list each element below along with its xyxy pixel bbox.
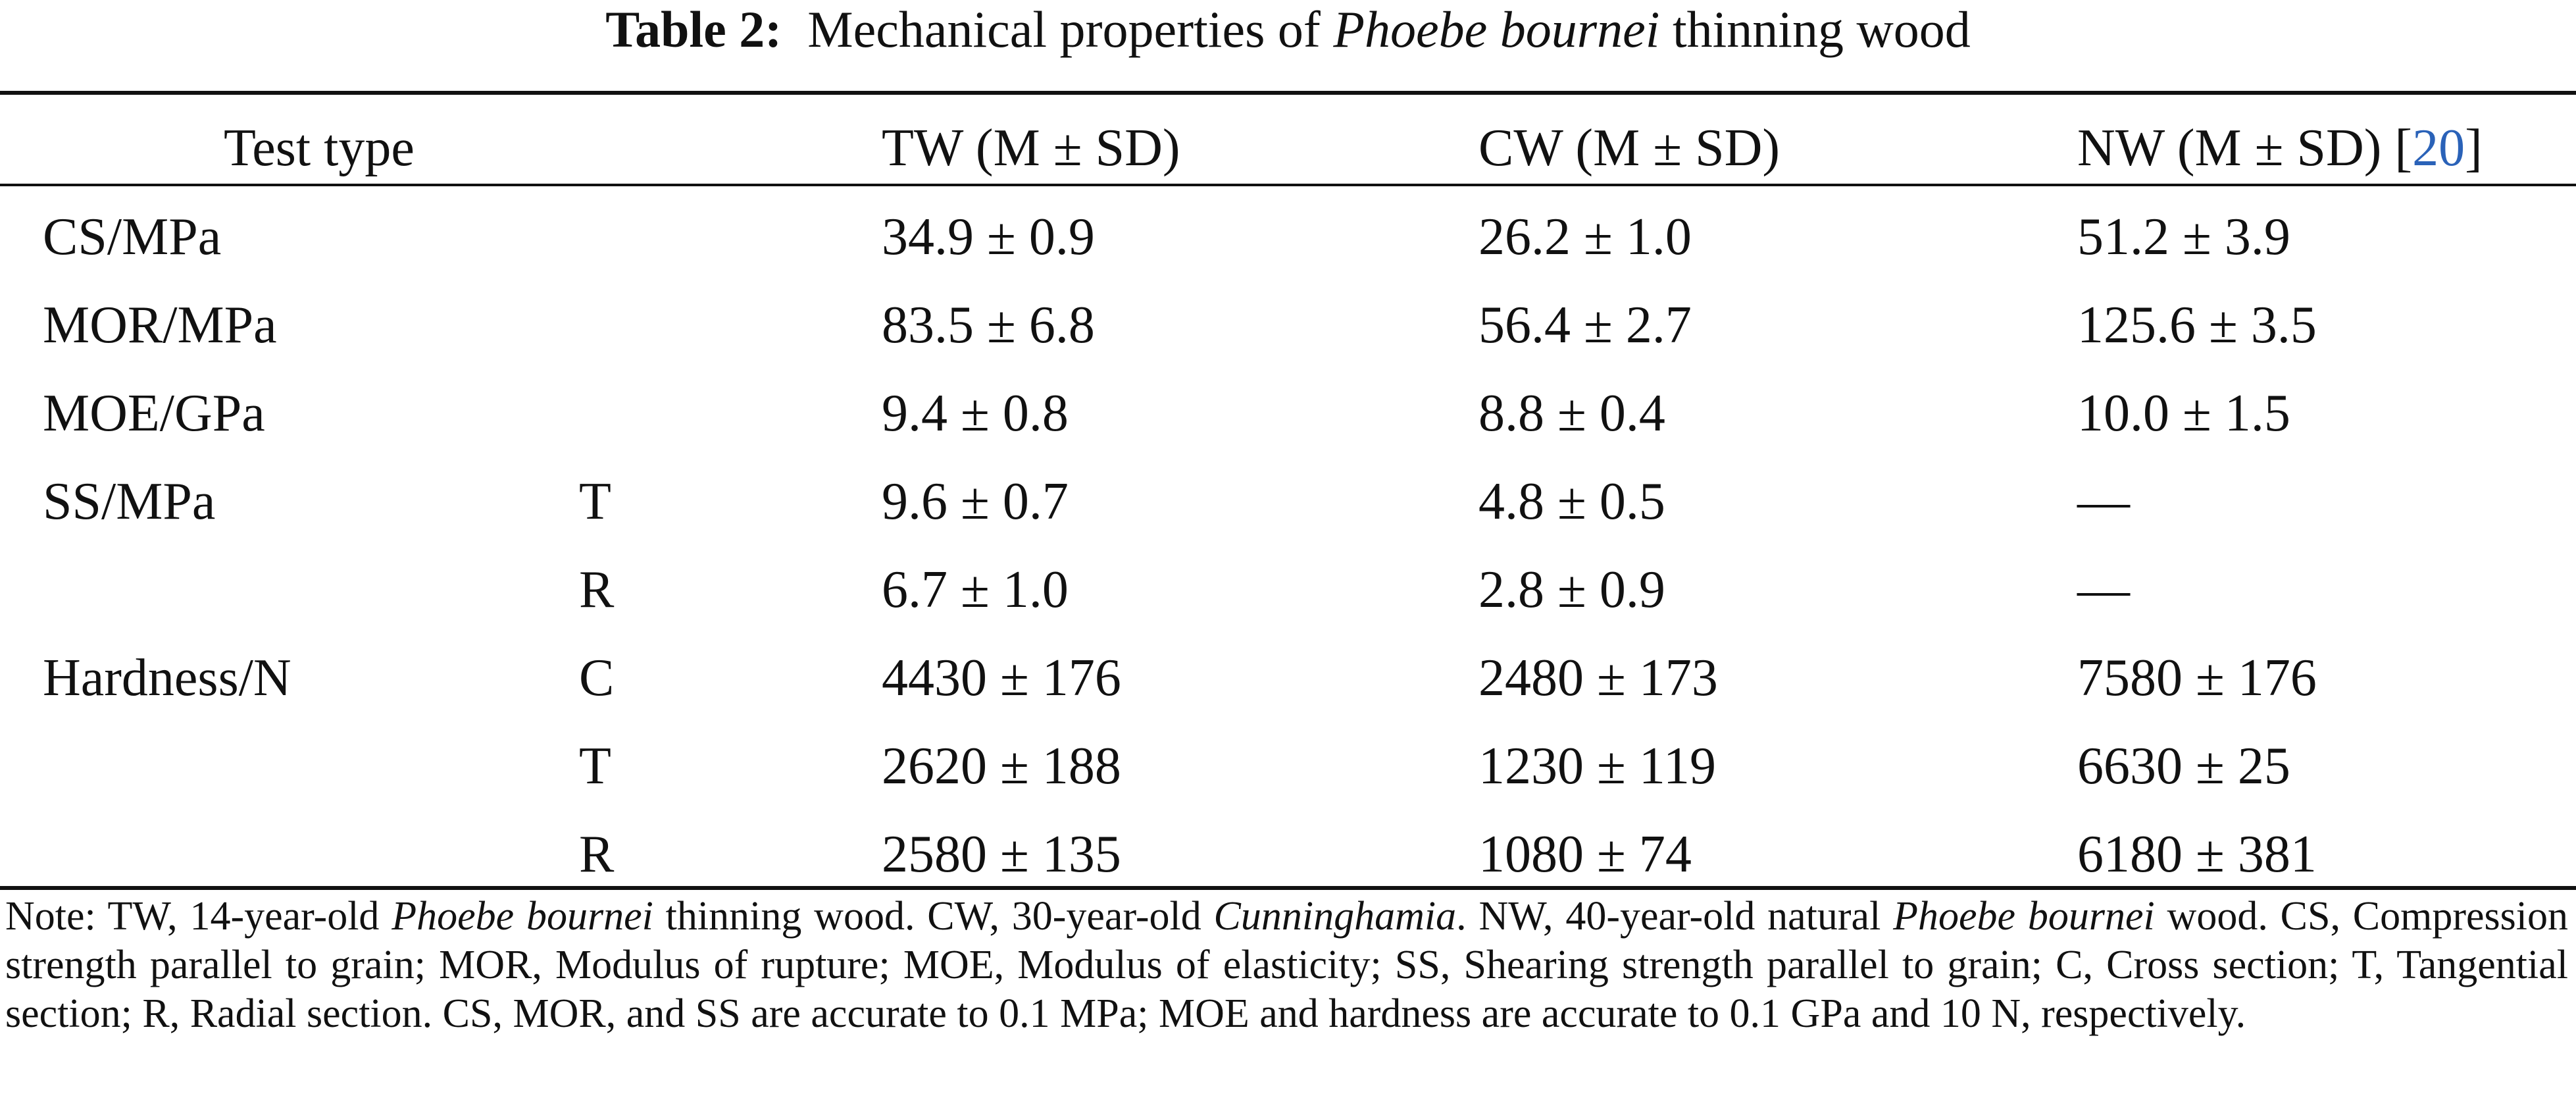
header-cw: CW (M ± SD): [1478, 119, 1780, 177]
note-text: . NW, 40-year-old natural: [1456, 894, 1894, 939]
row-section: C: [579, 649, 615, 707]
table-caption: [0, 0, 2576, 72]
header-nw: [2077, 115, 2483, 181]
row-section: T: [579, 473, 611, 531]
table-header-rule: [0, 184, 2576, 186]
header-tw: TW (M ± SD): [882, 119, 1180, 177]
note-text: Note: TW, 14-year-old: [5, 894, 392, 939]
row-section: R: [579, 825, 615, 883]
header-test-type: Test type: [224, 119, 415, 177]
row-cw-value: 26.2 ± 1.0: [1478, 208, 1692, 266]
row-cw-value: 1230 ± 119: [1478, 737, 1716, 795]
row-section: T: [579, 737, 611, 795]
note-species: Phoebe bournei: [1893, 894, 2155, 939]
note-species: Phoebe bournei: [391, 894, 653, 939]
note-text: wood. CS, Compression strength parallel to grain; MOR, Modulus of rupture; MOE, Modulus of elasticity; SS, Shearing strength parallel to grain; C, Cross section; T, Tangential section; R, Radial section. CS, MOR, and SS are accurate to 0.1 MPa; MOE and hardness are accurate to 0.1 GPa and 10 N, respectively.: [5, 894, 2569, 1036]
header-nw-close: ]: [2465, 119, 2483, 177]
row-nw-value: 10.0 ± 1.5: [2077, 384, 2290, 442]
caption-text-after: thinning wood: [1672, 1, 1971, 58]
row-nw-value: 51.2 ± 3.9: [2077, 208, 2290, 266]
row-cw-value: 4.8 ± 0.5: [1478, 473, 1665, 531]
row-nw-value: —: [2077, 473, 2130, 531]
table-note: [5, 892, 2568, 1038]
caption-label: Table 2:: [605, 1, 782, 58]
row-nw-value: —: [2077, 561, 2130, 619]
row-property: MOE/GPa: [43, 384, 265, 442]
row-property: CS/MPa: [43, 208, 222, 266]
row-cw-value: 8.8 ± 0.4: [1478, 384, 1665, 442]
header-nw-text: NW (M ± SD) [: [2077, 119, 2413, 177]
row-tw-value: 2620 ± 188: [882, 737, 1121, 795]
note-genus: Cunninghamia: [1213, 894, 1457, 939]
row-nw-value: 6180 ± 381: [2077, 825, 2317, 883]
row-tw-value: 6.7 ± 1.0: [882, 561, 1069, 619]
row-cw-value: 2480 ± 173: [1478, 649, 1718, 707]
row-tw-value: 34.9 ± 0.9: [882, 208, 1095, 266]
row-cw-value: 1080 ± 74: [1478, 825, 1692, 883]
row-cw-value: 2.8 ± 0.9: [1478, 561, 1665, 619]
caption-text-before: Mechanical properties of: [807, 1, 1321, 58]
row-property: Hardness/N: [43, 649, 291, 707]
row-tw-value: 2580 ± 135: [882, 825, 1121, 883]
table-top-rule: [0, 91, 2576, 95]
caption-species: Phoebe bournei: [1333, 1, 1660, 58]
row-tw-value: 9.6 ± 0.7: [882, 473, 1069, 531]
table-bottom-rule: [0, 886, 2576, 890]
row-tw-value: 9.4 ± 0.8: [882, 384, 1069, 442]
row-nw-value: 7580 ± 176: [2077, 649, 2317, 707]
header-nw-ref-link[interactable]: 20: [2412, 119, 2465, 177]
row-property: SS/MPa: [43, 473, 216, 531]
row-nw-value: 6630 ± 25: [2077, 737, 2290, 795]
row-nw-value: 125.6 ± 3.5: [2077, 296, 2317, 354]
row-tw-value: 4430 ± 176: [882, 649, 1121, 707]
note-text: thinning wood. CW, 30-year-old: [653, 894, 1214, 939]
row-property: MOR/MPa: [43, 296, 277, 354]
row-section: R: [579, 561, 615, 619]
row-cw-value: 56.4 ± 2.7: [1478, 296, 1692, 354]
row-tw-value: 83.5 ± 6.8: [882, 296, 1095, 354]
